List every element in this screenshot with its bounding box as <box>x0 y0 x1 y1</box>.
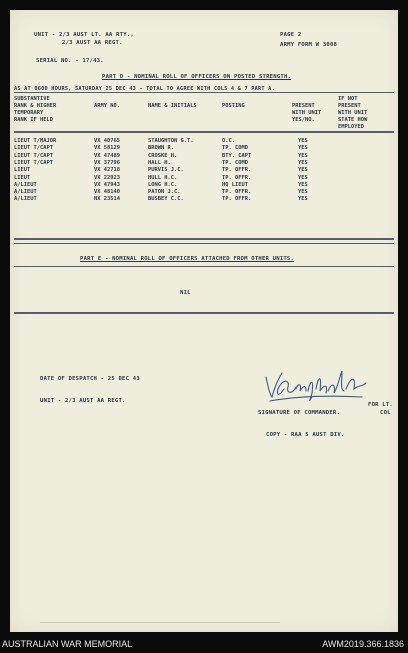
cell-rank: A/LIEUT <box>14 189 37 196</box>
cell-rank: LIEUT T/CAPT <box>14 152 53 159</box>
cell-present: YES <box>298 145 308 152</box>
header-present-2: WITH UNIT <box>292 110 322 116</box>
header-not-present-2: PRESENT <box>338 103 361 109</box>
document-page <box>10 10 398 632</box>
footer-unit: UNIT - 2/3 AUST AA REGT. <box>40 398 126 404</box>
cell-posting: TP. OFFR. <box>222 167 252 174</box>
cell-posting: BTY. CAPT <box>222 152 252 159</box>
table-header-rule <box>14 131 394 133</box>
header-not-present-5: EMPLOYED <box>338 124 364 130</box>
part-d-as-at: AS AT 0600 HOURS, SATURDAY 25 DEC 43 - TOTAL TO AGREE WITH COLS 4 & 7 PART A. <box>14 86 275 92</box>
col: COL <box>380 410 391 416</box>
cell-name: BROWN R. <box>148 145 174 152</box>
cell-name: LONG H.C. <box>148 181 178 188</box>
cell-present: YES <box>298 167 308 174</box>
cell-name: HULL H.C. <box>148 174 178 181</box>
cell-name: PURVIS J.C. <box>148 167 184 174</box>
collection-caption: AUSTRALIAN WAR MEMORIAL <box>2 639 133 649</box>
cell-rank: LIEUT <box>14 167 31 174</box>
cell-posting: HQ LIEUT <box>222 181 248 188</box>
table-row <box>10 175 398 182</box>
cell-present: YES <box>298 189 308 196</box>
signature-title: SIGNATURE OF COMMANDER. <box>258 410 341 416</box>
cell-present: YES <box>298 159 308 166</box>
cell-present: YES <box>298 174 308 181</box>
cell-present: YES <box>298 196 308 203</box>
accession-number: AWM2019.366.1836 <box>322 639 404 649</box>
cell-posting: TP. COMD <box>222 159 248 166</box>
cell-present: YES <box>298 181 308 188</box>
cell-name: BUSBEY C.C. <box>148 196 184 203</box>
cell-army-no: VX 58129 <box>94 145 120 152</box>
cell-name: STAUGHTON G.T. <box>148 138 194 144</box>
table-row <box>10 182 398 189</box>
copy-to: COPY - RAA 5 AUST DIV. <box>266 432 345 438</box>
for-lt: FOR LT. <box>368 402 393 408</box>
part-e-nil: NIL <box>180 290 191 296</box>
header-posting: POSTING <box>222 103 245 109</box>
header-army-no: ARMY NO. <box>94 103 120 109</box>
table-row <box>10 138 398 145</box>
cell-rank: LIEUT T/MAJOR <box>14 138 57 144</box>
unit-line-2: 2/3 AUST AA REGT. <box>62 40 123 46</box>
header-not-present-3: WITH UNIT <box>338 110 368 116</box>
fold-line <box>40 622 280 623</box>
cell-army-no: NX 23514 <box>94 196 120 203</box>
header-not-present-4: STATE HOW <box>338 117 368 123</box>
header-rank-3: TEMPORARY <box>14 110 44 116</box>
cell-army-no: VX 47943 <box>94 181 120 188</box>
header-rank-1: SUBSTANTIVE <box>14 96 50 102</box>
table-row <box>10 160 398 167</box>
header-present-1: PRESENT <box>292 103 315 109</box>
handwritten-signature <box>262 367 372 407</box>
cell-army-no: VX 37796 <box>94 159 120 166</box>
cell-posting: O.C. <box>222 138 235 144</box>
header-present-3: YES/NO. <box>292 117 315 123</box>
part-e-rule <box>14 266 394 267</box>
cell-army-no: VX 47489 <box>94 152 120 159</box>
cell-present: YES <box>298 152 308 159</box>
table-row <box>10 196 398 203</box>
cell-posting: TP. COMD <box>222 145 248 152</box>
cell-army-no: VX 40765 <box>94 138 120 144</box>
cell-posting: TP. OFFR. <box>222 196 252 203</box>
part-e-title: PART E - NOMINAL ROLL OF OFFICERS ATTACHED FROM OTHER UNITS. <box>80 256 295 262</box>
table-row <box>10 145 398 152</box>
table-row <box>10 167 398 174</box>
cell-name: PATON J.C. <box>148 189 181 196</box>
header-name: NAME & INITIALS <box>148 103 197 109</box>
date-of-despatch: DATE OF DESPATCH - 25 DEC 43 <box>40 376 140 382</box>
cell-posting: TP. OFFR. <box>222 189 252 196</box>
part-d-end-rule-2 <box>14 243 394 244</box>
serial-number: SERIAL NO. - 17/43. <box>36 58 104 64</box>
cell-posting: TP. OFFR. <box>222 174 252 181</box>
cell-name: HALL H. <box>148 159 171 166</box>
header-rank-2: RANK & HIGHER <box>14 103 57 109</box>
part-e-end-rule <box>14 312 394 314</box>
part-d-end-rule <box>14 238 394 240</box>
table-row <box>10 189 398 196</box>
cell-rank: LIEUT T/CAPT <box>14 145 53 152</box>
cell-army-no: VX 22923 <box>94 174 120 181</box>
cell-army-no: VX 42718 <box>94 167 120 174</box>
page-number: PAGE 2 <box>280 32 302 38</box>
header-not-present-1: IF NOT <box>338 96 358 102</box>
cell-rank: LIEUT <box>14 174 31 181</box>
cell-present: YES <box>298 138 308 144</box>
cell-name: CROSKE H. <box>148 152 178 159</box>
cell-army-no: VX 48140 <box>94 189 120 196</box>
as-at-underline <box>14 92 394 93</box>
header-rank-4: RANK IF HELD <box>14 117 53 123</box>
cell-rank: LIEUT T/CAPT <box>14 159 53 166</box>
cell-rank: A/LIEUT <box>14 196 37 203</box>
army-form: ARMY FORM W 3008 <box>280 42 338 48</box>
unit-line-1: UNIT - 2/3 AUST LT. AA RTY., <box>34 32 134 38</box>
part-d-title: PART D - NOMINAL ROLL OF OFFICERS ON POSTED STRENGTH. <box>102 74 292 80</box>
table-row <box>10 153 398 160</box>
cell-rank: A/LIEUT <box>14 181 37 188</box>
